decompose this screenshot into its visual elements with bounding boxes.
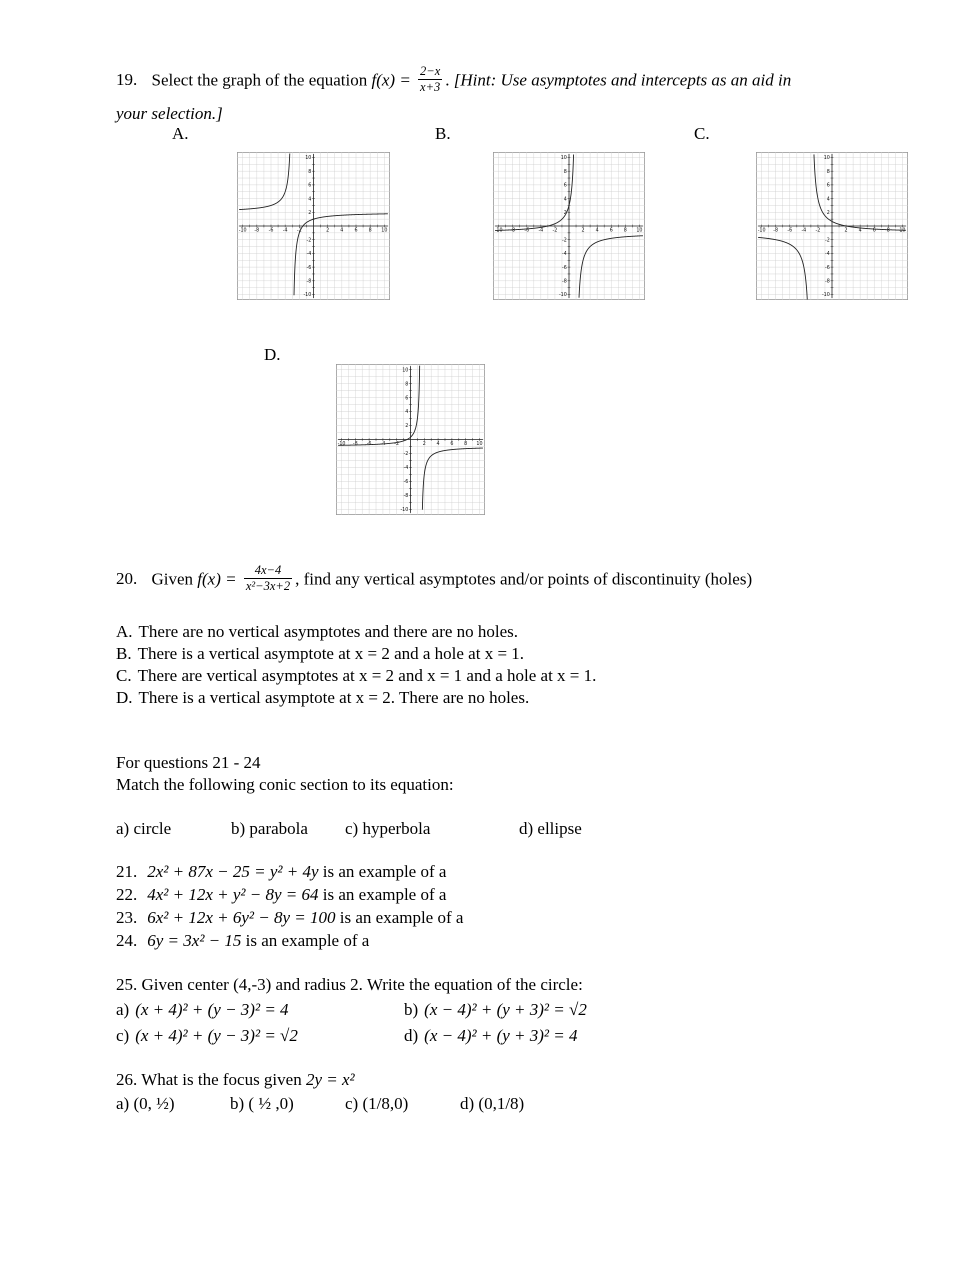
svg-text:-6: -6: [268, 228, 274, 234]
q20-fraction: [244, 563, 292, 594]
q19-fraction-numerator: 2−x: [420, 64, 441, 78]
q20-option-c-text: There are vertical asymptotes at x = 2 and x = 1 and a hole at x = 1.: [137, 666, 597, 685]
svg-text:2: 2: [826, 211, 830, 216]
svg-text:-8: -8: [562, 279, 567, 285]
q25-option-a: [116, 1000, 289, 1020]
svg-text:-6: -6: [787, 228, 793, 234]
graph-option-a: [237, 152, 390, 300]
svg-text:6: 6: [609, 228, 613, 234]
conic-choice-b: b) parabola: [231, 819, 308, 838]
svg-text:4: 4: [405, 410, 409, 416]
svg-text:-8: -8: [254, 228, 260, 234]
svg-text:8: 8: [405, 382, 409, 388]
q25-option-c-label: c): [116, 1026, 130, 1045]
q20-fraction-denominator: x²−3x+2: [245, 579, 291, 593]
question-21: [116, 862, 446, 882]
svg-text:2: 2: [844, 228, 848, 234]
graph-option-d-label: D.: [264, 345, 281, 364]
matching-intro-2: Match the following conic section to its equation:: [116, 775, 454, 794]
q25-option-d-eq: (x − 4)² + (y + 3)² = 4: [424, 1026, 578, 1045]
q20-option-b-label: B.: [116, 644, 132, 663]
svg-text:-10: -10: [494, 228, 503, 234]
svg-text:-2: -2: [306, 238, 312, 244]
conic-choice-d: d) ellipse: [519, 819, 582, 838]
svg-text:-10: -10: [400, 508, 409, 514]
svg-text:-10: -10: [303, 293, 312, 299]
question-21-number: 21.: [116, 862, 138, 881]
svg-text:10: 10: [823, 156, 830, 162]
svg-text:10: 10: [636, 228, 643, 234]
conic-choice-a: a) circle: [116, 819, 172, 838]
conic-choice-c: c) hyperbola: [345, 819, 431, 838]
svg-text:6: 6: [826, 183, 830, 189]
q19-hint-line1: [Hint: Use asymptotes and intercepts as an aid in: [453, 70, 792, 90]
svg-text:6: 6: [354, 228, 358, 234]
svg-text:6: 6: [308, 183, 312, 189]
svg-text:10: 10: [402, 368, 409, 374]
question-23: [116, 908, 463, 928]
q25-option-b: [404, 1000, 587, 1020]
svg-text:-2: -2: [825, 238, 830, 244]
svg-text:8: 8: [308, 169, 312, 175]
svg-text:-4: -4: [801, 228, 807, 234]
svg-text:-6: -6: [562, 265, 567, 271]
svg-text:4: 4: [563, 197, 567, 203]
graph-option-b: [493, 152, 645, 300]
question-22: [116, 885, 446, 905]
svg-text:-10: -10: [757, 228, 766, 234]
question-26-prompt: 26. What is the focus given: [116, 1070, 302, 1089]
question-20-line: [116, 565, 752, 596]
question-19-number: 19.: [116, 70, 138, 90]
question-19-prompt: Select the graph of the equation: [151, 70, 368, 90]
svg-text:2: 2: [581, 228, 585, 234]
svg-text:10: 10: [899, 228, 906, 234]
q20-option-a: [116, 622, 518, 642]
q26-choice-c: c) (1/8,0): [345, 1094, 409, 1113]
question-22-equation: 4x² + 12x + y² − 8y = 64: [147, 885, 319, 904]
svg-text:-2: -2: [394, 442, 400, 448]
svg-text:4: 4: [436, 442, 440, 448]
graph-option-a-label: A.: [172, 124, 189, 143]
question-26-equation: 2y = x²: [305, 1070, 355, 1089]
question-22-number: 22.: [116, 885, 138, 904]
svg-text:8: 8: [464, 442, 468, 448]
graph-option-c: [756, 152, 908, 300]
svg-text:8: 8: [623, 228, 627, 234]
question-21-suffix: is an example of a: [322, 862, 447, 881]
q19-fraction: [418, 64, 442, 95]
svg-text:10: 10: [305, 156, 312, 162]
svg-text:6: 6: [563, 183, 567, 189]
q20-function-notation: f(x) =: [197, 569, 237, 589]
q20-option-a-label: A.: [116, 622, 133, 641]
question-24: [116, 931, 369, 951]
question-19-line: [116, 66, 791, 97]
q26-choice-d: d) (0,1/8): [460, 1094, 525, 1113]
q26-choice-a: a) (0, ½): [116, 1094, 175, 1113]
svg-text:-2: -2: [562, 238, 567, 244]
svg-text:-2: -2: [552, 228, 558, 234]
svg-text:8: 8: [368, 228, 372, 234]
svg-text:4: 4: [858, 228, 862, 234]
svg-text:-8: -8: [773, 228, 779, 234]
svg-text:8: 8: [563, 169, 567, 175]
question-24-number: 24.: [116, 931, 138, 950]
graph-option-c-label: C.: [694, 124, 710, 143]
question-20-prompt-after: , find any vertical asymptotes and/or points of discontinuity (holes): [295, 569, 753, 589]
graph-option-b-label: B.: [435, 124, 451, 143]
svg-text:-2: -2: [815, 228, 821, 234]
q20-option-b-text: There is a vertical asymptote at x = 2 and a hole at x = 1.: [137, 644, 525, 663]
svg-text:-10: -10: [558, 293, 567, 299]
question-20-number: 20.: [116, 569, 138, 589]
svg-text:-10: -10: [821, 293, 830, 299]
svg-text:4: 4: [826, 197, 830, 203]
svg-text:4: 4: [308, 197, 312, 203]
svg-text:6: 6: [405, 396, 409, 402]
q25-option-a-label: a): [116, 1000, 130, 1019]
svg-text:4: 4: [340, 228, 344, 234]
q19-function-notation: f(x) =: [371, 70, 411, 90]
svg-text:-4: -4: [538, 228, 544, 234]
svg-text:-10: -10: [337, 442, 346, 448]
svg-text:-2: -2: [403, 452, 409, 458]
q25-option-a-eq: (x + 4)² + (y − 3)² = 4: [135, 1000, 289, 1019]
svg-text:8: 8: [826, 169, 830, 175]
question-23-suffix: is an example of a: [339, 908, 464, 927]
question-22-suffix: is an example of a: [322, 885, 447, 904]
svg-text:10: 10: [476, 442, 483, 448]
q20-option-d: [116, 688, 529, 708]
q25-option-b-eq: (x − 4)² + (y + 3)² = √2: [424, 1000, 587, 1019]
svg-text:-4: -4: [562, 252, 567, 258]
q25-option-d: [404, 1026, 578, 1046]
q20-option-d-text: There is a vertical asymptote at x = 2. There are no holes.: [138, 688, 530, 707]
svg-text:2: 2: [563, 211, 567, 216]
q25-option-b-label: b): [404, 1000, 419, 1019]
question-24-suffix: is an example of a: [245, 931, 370, 950]
q26-choice-b: b) ( ½ ,0): [230, 1094, 294, 1113]
q19-fraction-denominator: x+3: [420, 80, 441, 94]
question-24-equation: 6y = 3x² − 15: [147, 931, 242, 950]
svg-text:10: 10: [560, 156, 567, 162]
svg-text:-8: -8: [510, 228, 516, 234]
svg-text:6: 6: [450, 442, 454, 448]
svg-text:-4: -4: [380, 442, 386, 448]
question-23-equation: 6x² + 12x + 6y² − 8y = 100: [147, 908, 336, 927]
question-25-prompt: 25. Given center (4,-3) and radius 2. Write the equation of the circle:: [116, 975, 583, 994]
svg-text:-4: -4: [282, 228, 288, 234]
question-23-number: 23.: [116, 908, 138, 927]
svg-text:-10: -10: [238, 228, 247, 234]
svg-text:-6: -6: [366, 442, 372, 448]
svg-text:-8: -8: [403, 494, 409, 500]
svg-text:2: 2: [308, 211, 312, 216]
q25-option-c-eq: (x + 4)² + (y − 3)² = √2: [135, 1026, 298, 1045]
svg-text:-8: -8: [825, 279, 830, 285]
svg-text:4: 4: [595, 228, 599, 234]
svg-text:10: 10: [381, 228, 388, 234]
svg-text:-8: -8: [306, 279, 312, 285]
svg-text:-4: -4: [306, 252, 312, 258]
svg-text:2: 2: [405, 424, 409, 430]
svg-text:6: 6: [872, 228, 876, 234]
q20-option-b: [116, 644, 524, 664]
svg-text:-4: -4: [825, 252, 830, 258]
q20-fraction-numerator: 4x−4: [254, 563, 282, 577]
svg-text:-6: -6: [825, 265, 830, 271]
svg-text:2: 2: [326, 228, 330, 234]
matching-intro-1: For questions 21 - 24: [116, 753, 261, 772]
q20-option-c: [116, 666, 596, 686]
svg-text:-6: -6: [524, 228, 530, 234]
svg-text:-2: -2: [296, 228, 302, 234]
graph-option-d: [336, 364, 485, 515]
question-26-prompt-line: [116, 1070, 355, 1090]
q19-period: .: [445, 70, 450, 90]
question-21-equation: 2x² + 87x − 25 = y² + 4y: [147, 862, 319, 881]
q20-option-c-label: C.: [116, 666, 132, 685]
svg-text:8: 8: [886, 228, 890, 234]
q20-option-d-label: D.: [116, 688, 133, 707]
q25-option-c: [116, 1026, 298, 1046]
q19-hint-line2: your selection.]: [116, 104, 223, 123]
q25-option-d-label: d): [404, 1026, 419, 1045]
svg-text:-6: -6: [403, 480, 409, 486]
svg-text:-8: -8: [352, 442, 358, 448]
question-20-prompt-before: Given: [151, 569, 194, 589]
svg-text:-4: -4: [403, 466, 409, 472]
svg-text:2: 2: [422, 442, 426, 448]
q20-option-a-text: There are no vertical asymptotes and there are no holes.: [138, 622, 519, 641]
svg-text:-6: -6: [306, 265, 312, 271]
